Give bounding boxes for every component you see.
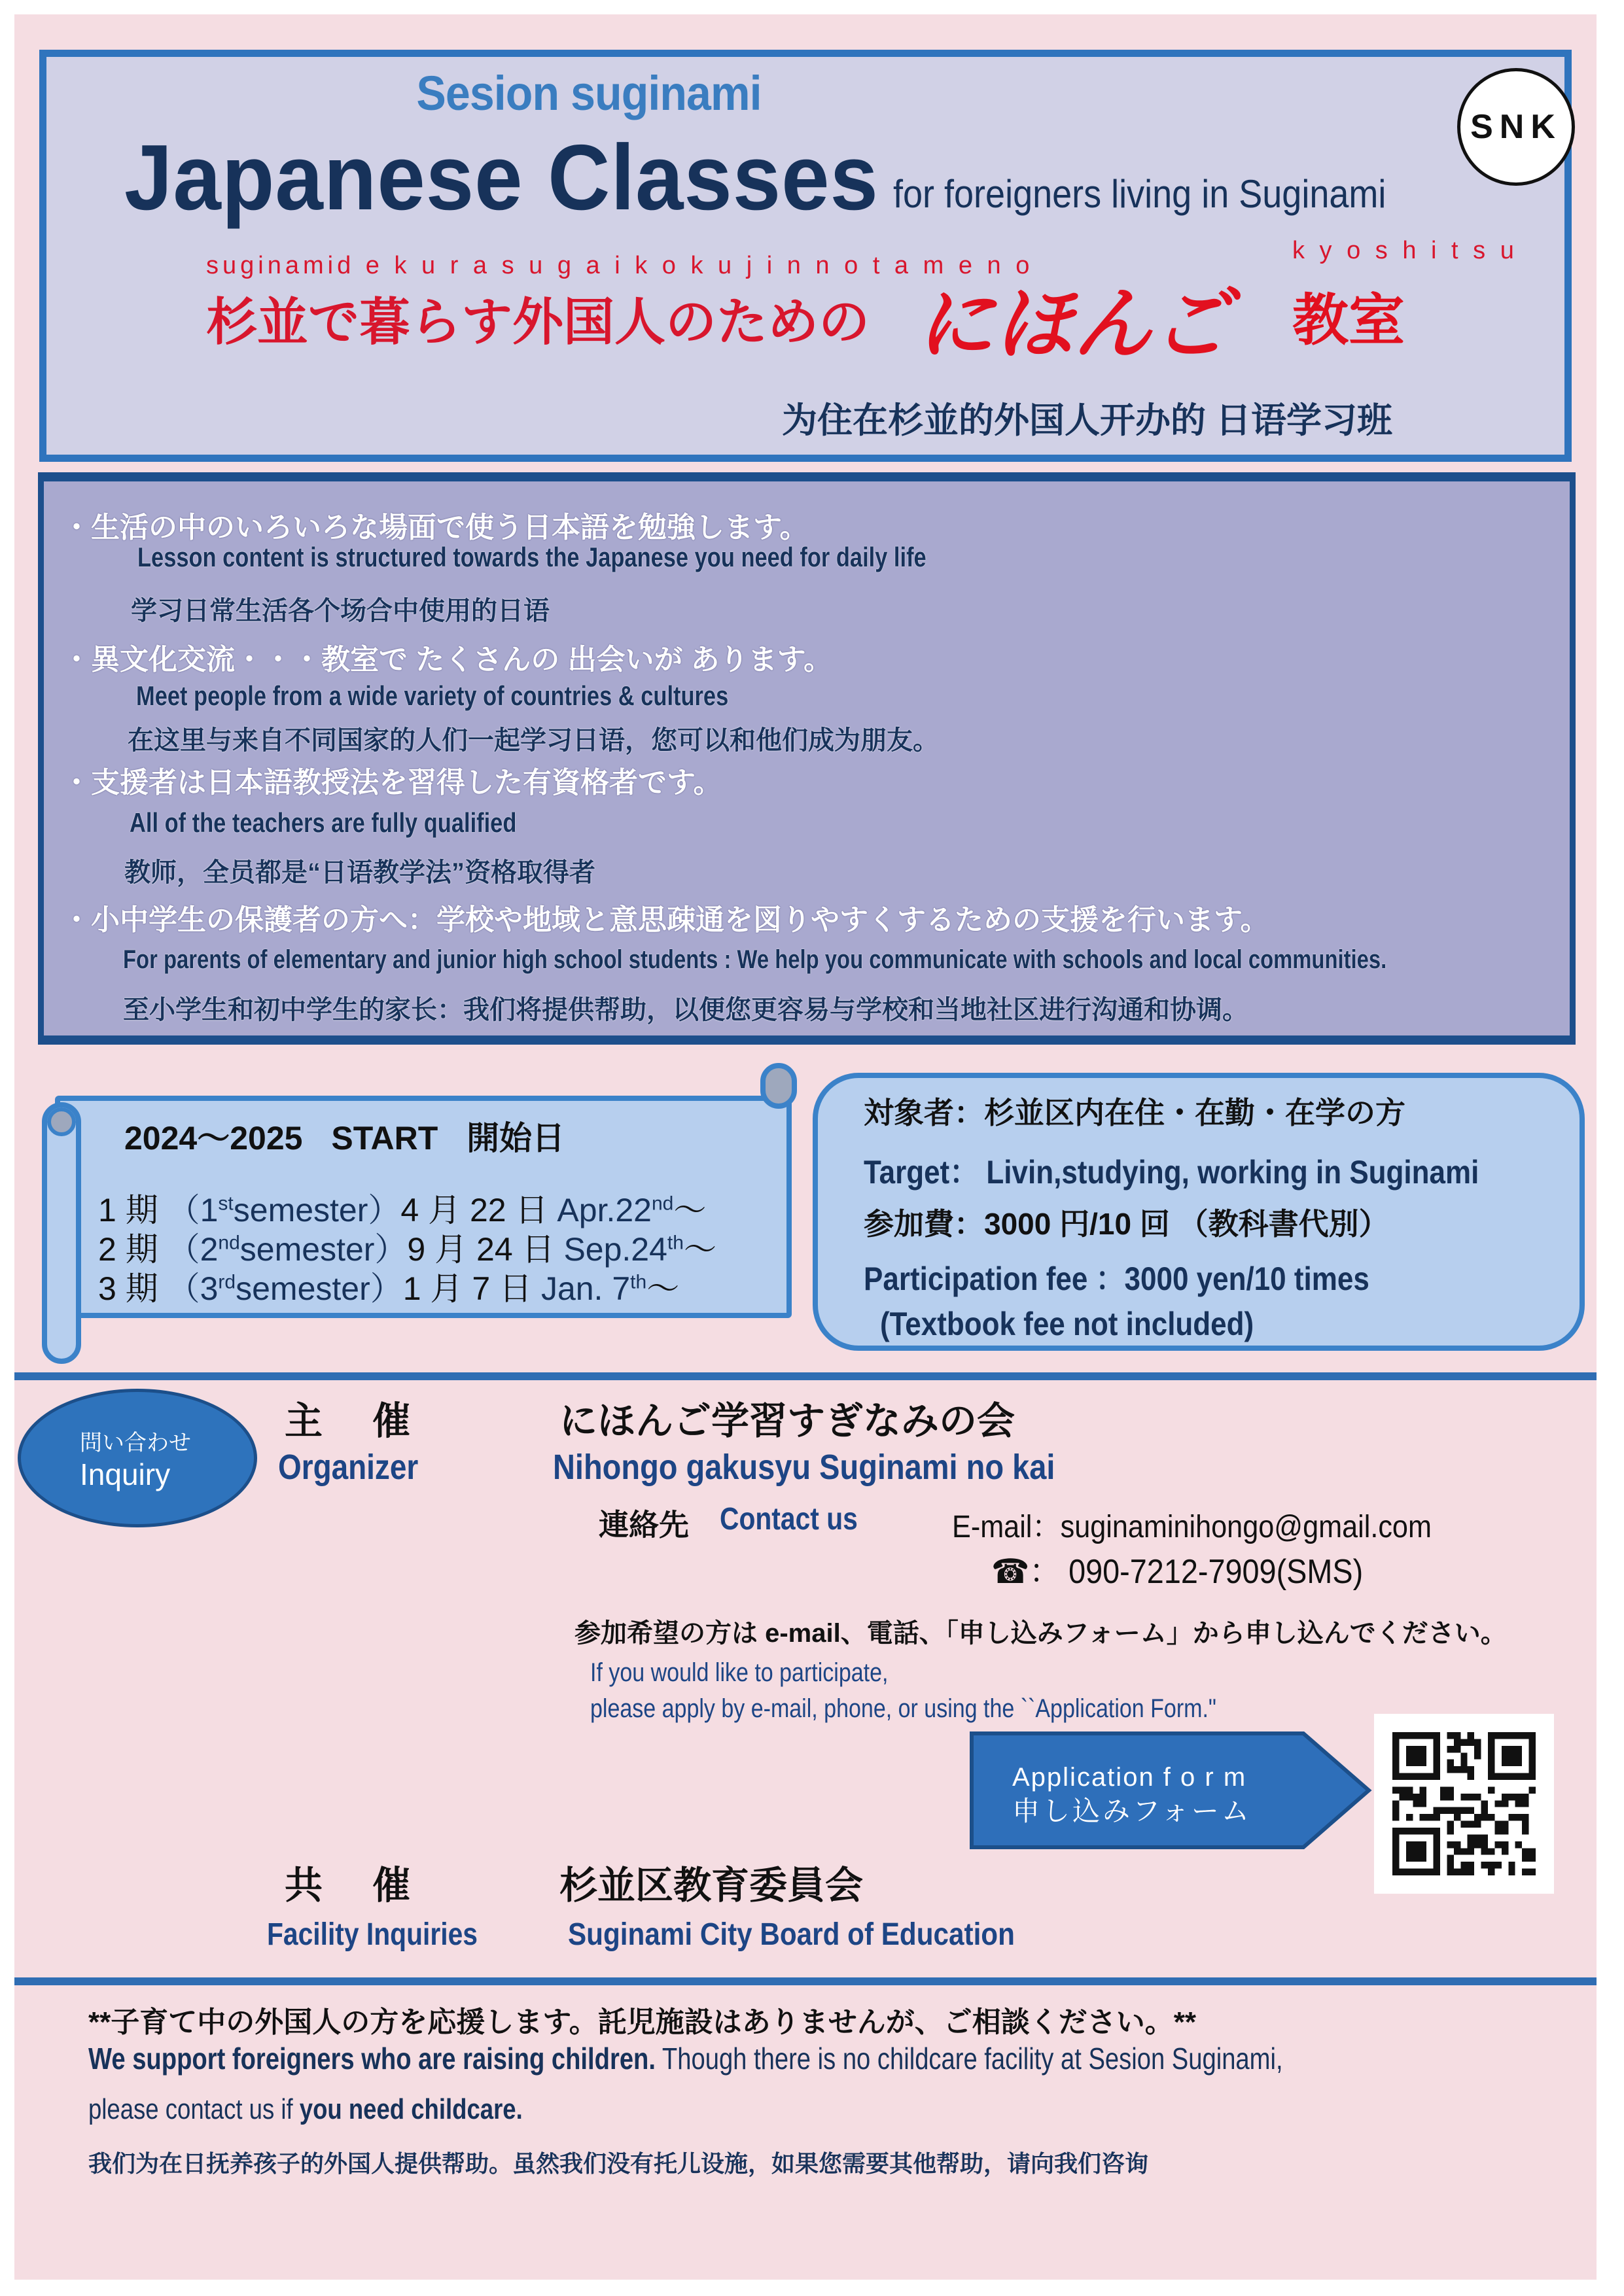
application-form-button[interactable] — [970, 1731, 1372, 1849]
date-ordinal: th — [667, 1232, 684, 1254]
feature-4-jp: ・小中学生の保護者の方へ：学校や地域と意思疎通を図りやすくするための支援を行います。 — [62, 904, 1269, 936]
contact-email-link[interactable]: E-mail：suginaminihongo@gmail.com — [952, 1510, 1432, 1544]
fee-jp: 参加費：3000 円/10 回 （教科書代別） — [864, 1207, 1389, 1241]
semester-en-date: Jan. 7 — [540, 1270, 631, 1307]
semester-number: （2 — [167, 1231, 219, 1268]
semester-jp-date: 1 月 7 日 — [402, 1270, 533, 1307]
childcare-note-en-2 — [88, 2093, 523, 2126]
feature-4-cn: 至小学生和初中学生的家长：我们将提供帮助，以便您更容易与学校和当地社区进行沟通和协调。 — [123, 996, 1248, 1024]
semester-ordinal: st — [218, 1192, 234, 1215]
semester-label: 2 期 — [98, 1231, 158, 1268]
fee-en: Participation fee ：3000 yen/10 times — [864, 1261, 1369, 1297]
fee-note: (Textbook fee not included) — [880, 1306, 1254, 1342]
inquiry-badge-jp: 問い合わせ — [80, 1430, 191, 1455]
scroll-curl-icon — [760, 1063, 797, 1109]
semester-jp-date: 4 月 22 日 — [400, 1192, 548, 1228]
scroll-curl-icon — [47, 1107, 76, 1136]
feature-2-cn: 在这里与来自不同国家的人们一起学习日语，您可以和他们成为朋友。 — [128, 726, 939, 755]
page-subtitle: for foreigners living in Suginami — [893, 172, 1386, 216]
semester-name: semester） — [233, 1192, 401, 1228]
semester-jp-date: 9 月 24 日 — [407, 1231, 555, 1268]
feature-1-cn: 学习日常生活各个场合中使用的日语 — [131, 597, 550, 625]
cohost-name-en: Suginami City Board of Education — [568, 1917, 1015, 1952]
contact-label-en: Contact us — [720, 1502, 858, 1537]
semester-label: 1 期 — [98, 1192, 158, 1228]
childcare-note-en-1 — [88, 2041, 1283, 2076]
organizer-name-en: Nihongo gakusyu Suginami no kai — [553, 1448, 1055, 1487]
target-en: Target： Livin,studying, working in Suginami — [864, 1154, 1479, 1191]
cohost-label-jp: 共 催 — [285, 1864, 411, 1907]
organizer-label-en: Organizer — [278, 1448, 419, 1487]
childcare-contact-text: please contact us if — [88, 2093, 300, 2125]
japanese-nihongo: にほんご — [916, 281, 1230, 368]
date-ordinal: nd — [651, 1192, 674, 1215]
semester-name: semester） — [239, 1231, 408, 1268]
contact-phone[interactable]: ☎： 090-7212-7909(SMS) — [991, 1553, 1364, 1591]
cohost-label-en: Facility Inquiries — [267, 1917, 478, 1952]
feature-1-jp: ・生活の中のいろいろな場面で使う日本語を勉強します。 — [62, 512, 809, 544]
chinese-title: 为住在杉並的外国人开办的 日语学习班 — [782, 401, 1393, 440]
qr-code-icon — [1392, 1732, 1536, 1875]
target-jp: 対象者：杉並区内在住・在勤・在学の方 — [864, 1096, 1405, 1130]
childcare-facility-note: Though there is no childcare facility at Sesion Suginami, — [655, 2042, 1283, 2076]
feature-3-cn: 教师，全员都是“日语教学法”资格取得者 — [124, 858, 595, 887]
feature-4-en: For parents of elementary and junior high school students : We help you communicate with schools and local communities. — [123, 945, 1387, 974]
application-form-en: Application f o r m — [1012, 1763, 1247, 1792]
childcare-note-jp: **子育て中の外国人の方を応援します。託児施設はありませんが、ご相談ください。** — [88, 2006, 1196, 2038]
romaji-reading: suginamid e k u r a s u g a i k o k u j i n n o t a m e n o — [206, 252, 1034, 279]
schedule-heading: 2024～2025 START 開始日 — [124, 1120, 565, 1157]
organizer-label-jp: 主 催 — [285, 1400, 411, 1442]
semester-ordinal: rd — [218, 1271, 236, 1293]
from-tilde: ～ — [673, 1192, 707, 1228]
snk-logo: SNK — [1457, 68, 1575, 186]
section-divider — [14, 1977, 1597, 1985]
apply-instructions-jp: 参加希望の方は e-mail、電話、「申し込みフォーム」から申し込んでください。 — [574, 1619, 1507, 1648]
section-divider — [14, 1372, 1597, 1380]
romaji-kyoshitsu: k y o s h i t s u — [1292, 237, 1518, 264]
scroll-left-roll — [42, 1102, 81, 1364]
japanese-kyoshitsu: 教室 — [1292, 289, 1405, 352]
semester-ordinal: nd — [218, 1232, 240, 1254]
semester-row — [98, 1262, 679, 1310]
inquiry-badge — [18, 1389, 257, 1527]
cohost-name-jp: 杉並区教育委員会 — [559, 1864, 864, 1907]
feature-3-jp: ・支援者は日本語教授法を習得した有資格者です。 — [62, 767, 722, 799]
childcare-support-statement: We support foreigners who are raising children. — [88, 2042, 656, 2076]
semester-en-date: Apr.22 — [557, 1192, 652, 1228]
from-tilde: ～ — [646, 1270, 680, 1307]
semester-name: semester） — [236, 1270, 403, 1307]
venue-name: Sesion suginami — [416, 66, 762, 120]
feature-2-en: Meet people from a wide variety of countries & cultures — [136, 680, 729, 711]
semester-en-date: Sep.24 — [563, 1231, 667, 1268]
feature-2-jp: ・異文化交流・・・教室で たくさんの 出会いが あります。 — [62, 644, 833, 676]
date-ordinal: th — [630, 1271, 647, 1293]
apply-instructions-en-1: If you would like to participate, — [590, 1658, 889, 1687]
feature-1-en: Lesson content is structured towards the Japanese you need for daily life — [137, 542, 927, 572]
semester-number: （3 — [167, 1270, 219, 1307]
semester-label: 3 期 — [98, 1270, 158, 1307]
semester-number: （1 — [167, 1192, 219, 1228]
page-title: Japanese Classes — [124, 126, 879, 230]
contact-label-jp: 連絡先 — [599, 1508, 689, 1542]
application-form-jp: 申し込みフォーム — [1012, 1796, 1252, 1826]
childcare-need-text: you need childcare. — [299, 2093, 523, 2125]
japanese-title: 杉並で暮らす外国人のための — [206, 293, 870, 351]
qr-code[interactable] — [1374, 1714, 1554, 1894]
childcare-note-cn: 我们为在日抚养孩子的外国人提供帮助。虽然我们没有托儿设施，如果您需要其他帮助，请向我们咨询 — [88, 2150, 1149, 2177]
from-tilde: ～ — [683, 1231, 716, 1268]
inquiry-badge-en: Inquiry — [80, 1457, 171, 1491]
apply-instructions-en-2: please apply by e-mail, phone, or using the ``Application Form." — [590, 1694, 1217, 1723]
organizer-name-jp: にほんご学習すぎなみの会 — [559, 1400, 1015, 1442]
feature-3-en: All of the teachers are fully qualified — [130, 807, 517, 838]
application-form-label — [1012, 1763, 1252, 1829]
